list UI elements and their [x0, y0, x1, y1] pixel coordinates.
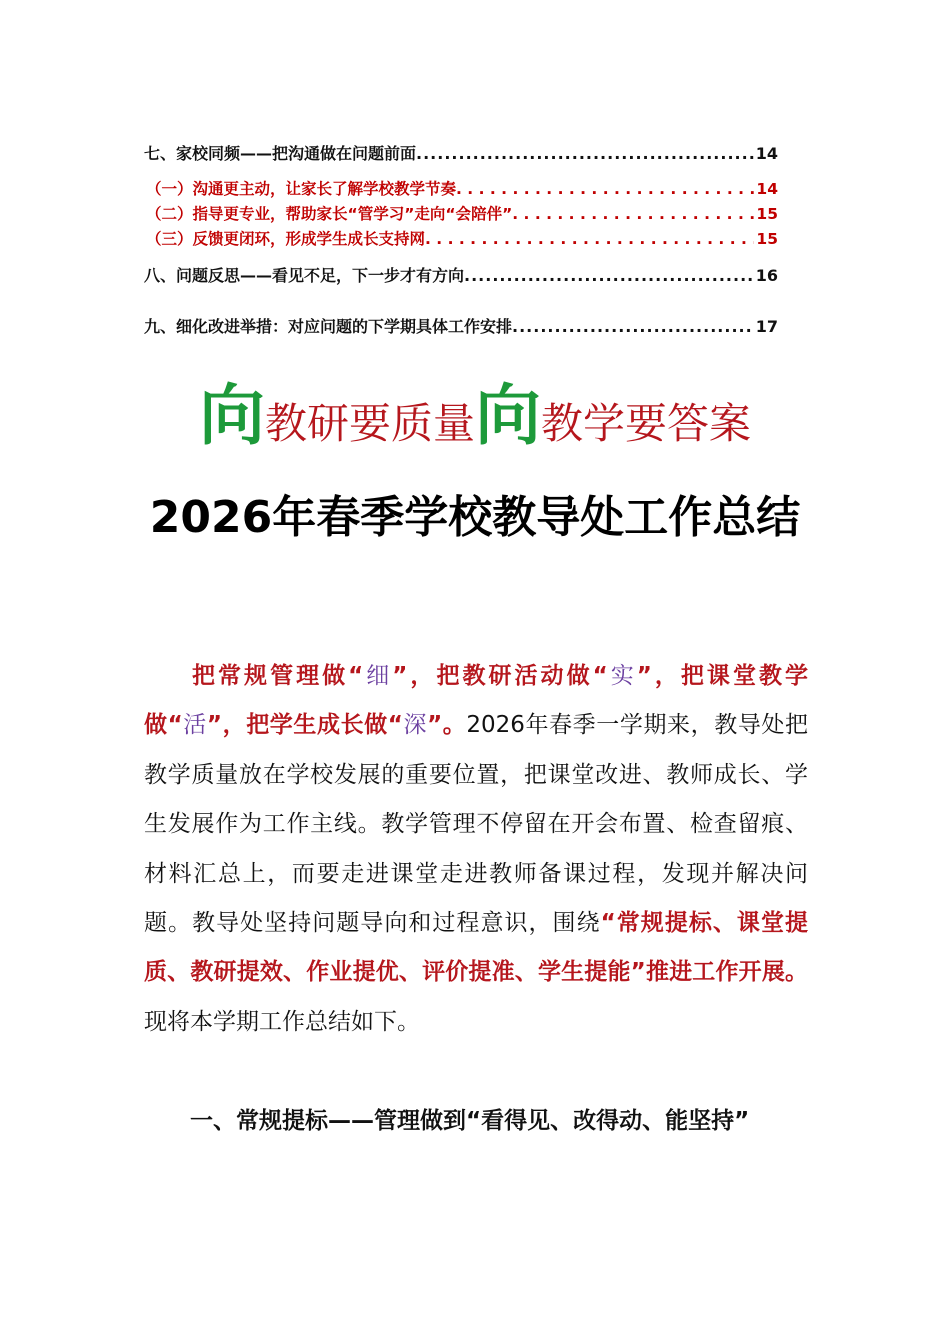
intro-paragraph — [144, 652, 808, 1047]
intro-body-1: 2026年春季一学期来，教导处把教学质量放在学校发展的重要位置，把课堂改进、教师成长、学生发展作为工作主线。教学管理不停留在开会布置、检查留痕、材料汇总上，而要走进课堂走进教师备课过程，发现并解决问题。教导处坚持问题导向和过程意识，围绕 — [144, 712, 809, 937]
toc-entry-title: （一）沟通更主动，让家长了解学校教学节奏 — [146, 180, 457, 198]
toc-leader-dots — [512, 317, 754, 336]
banner-text-2: 教学要答案 — [541, 399, 752, 448]
toc-entry-title: （二）指导更专业，帮助家长“管学习”走向“会陪伴” — [146, 205, 513, 223]
toc-leader-dots — [464, 266, 754, 285]
toc-leader-dots — [512, 205, 754, 223]
toc-leader-dots — [456, 180, 754, 198]
section-heading-1: 一、常规提标——管理做到“看得见、改得动、能坚持” — [190, 1108, 750, 1134]
intro-purple-4: 深 — [402, 712, 428, 739]
intro-body-2: 现将本学期工作总结如下。 — [144, 1008, 420, 1035]
toc-page-number: 15 — [756, 205, 778, 223]
banner-char-2: 向 — [475, 377, 541, 454]
toc-page-number: 17 — [755, 317, 778, 336]
toc-entry-title: 八、问题反思——看见不足，下一步才有方向 — [144, 266, 465, 285]
intro-red-4: ”，把学生成长做“ — [206, 712, 403, 739]
toc-entry-9[interactable] — [144, 314, 778, 337]
toc-entry-title: 七、家校同频——把沟通做在问题前面 — [144, 144, 417, 163]
banner-char-1: 向 — [198, 377, 265, 454]
intro-purple-2: 实 — [607, 663, 637, 689]
intro-purple-3: 活 — [182, 712, 207, 739]
intro-red-5: ”。 — [427, 712, 467, 739]
slogan-banner — [0, 372, 950, 452]
toc-leader-dots — [416, 144, 754, 163]
intro-red-emphasis: “常规提标、课堂提质、教研提效、作业提优、评价提准、学生提能”推进工作开展。 — [144, 910, 809, 986]
toc-entry-8[interactable] — [144, 263, 778, 286]
toc-page-number: 15 — [756, 230, 778, 248]
intro-purple-1: 细 — [363, 663, 393, 689]
banner-text-1: 教研要质量 — [264, 399, 475, 448]
toc-page-number: 14 — [756, 180, 778, 198]
toc-entry-7-1[interactable] — [144, 177, 778, 199]
intro-red-1: 把常规管理做“ — [192, 663, 364, 689]
toc-entry-7-2[interactable] — [144, 202, 778, 224]
toc-entry-7-3[interactable] — [144, 227, 778, 249]
toc-leader-dots — [425, 230, 754, 248]
toc-entry-7[interactable] — [144, 141, 778, 164]
document-title: 2026年春季学校教导处工作总结 — [149, 492, 801, 543]
toc-page-number: 14 — [755, 144, 778, 163]
intro-red-3: ”，把课堂教学做“ — [144, 663, 808, 739]
intro-red-2: ”，把教研活动做“ — [392, 663, 608, 689]
toc-entry-title: （三）反馈更闭环，形成学生成长支持网 — [146, 230, 426, 248]
toc-entry-title: 九、细化改进举措：对应问题的下学期具体工作安排 — [144, 317, 513, 336]
toc-page-number: 16 — [755, 266, 778, 285]
